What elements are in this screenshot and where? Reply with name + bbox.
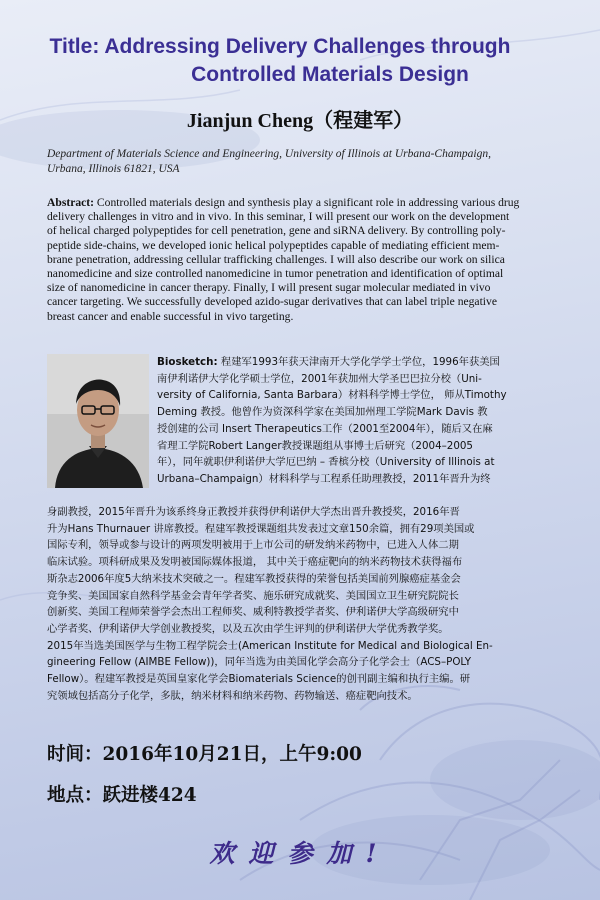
speaker-photo [47, 354, 149, 488]
biosketch-line: 南伊利诺伊大学化学硕士学位，2001年获加州大学圣巴巴拉分校（Uni- [157, 372, 482, 385]
biosketch-line: 临床试验。项科研成果及发明被国际媒体报道， 其中关于癌症靶向的纳米药物技术获得福布 [47, 556, 463, 569]
abstract-line: breast cancer and enable successful in vivo targeting. [47, 309, 294, 323]
biosketch-line: 省理工学院Robert Langer教授课题组从事博士后研究（2004–2005 [157, 439, 473, 452]
biosketch-line: Fellow）。程建军教授是英国皇家化学会Biomaterials Science的创刊副主编和执行主编。研 [47, 673, 471, 686]
biosketch-line: 究领域包括高分子化学，多肽，纳米材料和纳米药物、药物输送、癌症靶向技术。 [47, 689, 418, 702]
biosketch-line: 国际专利，领导或参与设计的两项发明被用于上市公司的研发纳米药物中，已进入人体二期 [47, 539, 459, 552]
biosketch-line: 2015年当选美国医学与生物工程学院会士(American Institute for Medical and Biological En- [47, 639, 493, 652]
biosketch-line: gineering Fellow (AIMBE Fellow))，同年当选为由美国化学会高分子化学会士（ACS–POLY [47, 656, 472, 669]
speaker-affiliation [47, 147, 567, 177]
welcome-message: 欢迎参加! [209, 839, 391, 868]
abstract-label: Abstract: [47, 196, 95, 209]
abstract-section [47, 196, 562, 324]
abstract-line: Controlled materials design and synthesis play a significant role in addressing various drug [94, 196, 520, 209]
biosketch-line: 创新奖、美国工程师荣誉学会杰出工程师奖、威利特教授学者奖、伊利诺伊大学高级研究中 [47, 606, 459, 619]
biosketch-line: Urbana–Champaign）材料科学与工程系任助理教授，2011年晋升为终 [157, 472, 491, 485]
speaker-name: Jianjun Cheng（程建军） [186, 110, 414, 132]
biosketch-line: 心学者奖、伊利诺伊大学创业教授奖，以及五次由学生评判的伊利诺伊大学优秀教学奖。 [47, 622, 449, 635]
event-place: 地点：跃进楼424 [47, 785, 197, 806]
biosketch-line: Deming 教授。他曾作为资深科学家在美国加州理工学院Mark Davis 教 [157, 406, 488, 419]
biosketch-label: Biosketch: [157, 356, 218, 368]
abstract-line: delivery challenges in vitro and in vivo. In this seminar, I will present our work on the development [47, 210, 510, 224]
abstract-line: peptide side-chains, we developed ionic helical polypeptides capable of mediating efficient mem- [47, 238, 500, 252]
abstract-line: size of nanomedicine in cancer therapy. Finally, I will present sugar molecular mediated in vivo [47, 281, 491, 295]
affiliation-line-2: Urbana, Illinois 61821, USA [47, 163, 180, 175]
abstract-line: cancer targeting. We successfully developed azido-sugar derivatives that can label triple negative [47, 295, 497, 309]
biosketch-line: 升为Hans Thurnauer 讲席教授。程建军教授课题组共发表过文章150余篇，拥有29项美国或 [47, 522, 475, 535]
seminar-title-line-2: Controlled Materials Design [191, 63, 469, 86]
abstract-line: of helical charged polypeptides for cell penetration, gene and siRNA delivery. By controlling poly- [47, 224, 506, 238]
abstract-line: brane penetration, addressing cellular trafficking challenges. I will also describe our work on silica [47, 252, 505, 266]
abstract-line: nanomedicine and size controlled nanomedicine in tumor penetration and identification of optimal [47, 267, 504, 281]
biosketch-line: 斯杂志2006年度5大纳米技术突破之一。程建军教授获得的荣誉包括美国前列腺癌症基金会 [47, 572, 461, 585]
seminar-title-line-1: Title: Addressing Delivery Challenges through [49, 35, 511, 58]
event-time: 时间：2016年10月21日，上午9:00 [47, 744, 362, 765]
affiliation-line-1: Department of Materials Science and Engineering, University of Illinois at Urbana-Champaign, [47, 148, 491, 160]
biosketch-line: 身副教授，2015年晋升为该系终身正教授并获得伊利诺伊大学杰出晋升教授奖，2016年晋 [47, 506, 460, 518]
biosketch-line: 竞争奖、美国国家自然科学基金会青年学者奖、施乐研究成就奖、美国国立卫生研究院院长 [47, 589, 459, 602]
biosketch-continued [47, 504, 565, 704]
biosketch-line: 年），同年就职伊利诺伊大学厄巴纳 – 香槟分校（University of Illinois at [157, 456, 495, 469]
biosketch-line: versity of California, Santa Barbara）材料科学博士学位， 师从Timothy [157, 389, 507, 402]
biosketch-line: 程建军1993年获天津南开大学化学学士学位，1996年获美国 [217, 356, 500, 368]
biosketch-side [157, 354, 565, 488]
biosketch-line: 授创建的公司 Insert Therapeutics工作（2001至2004年），随后又在麻 [157, 422, 493, 435]
seminar-title [30, 33, 570, 89]
